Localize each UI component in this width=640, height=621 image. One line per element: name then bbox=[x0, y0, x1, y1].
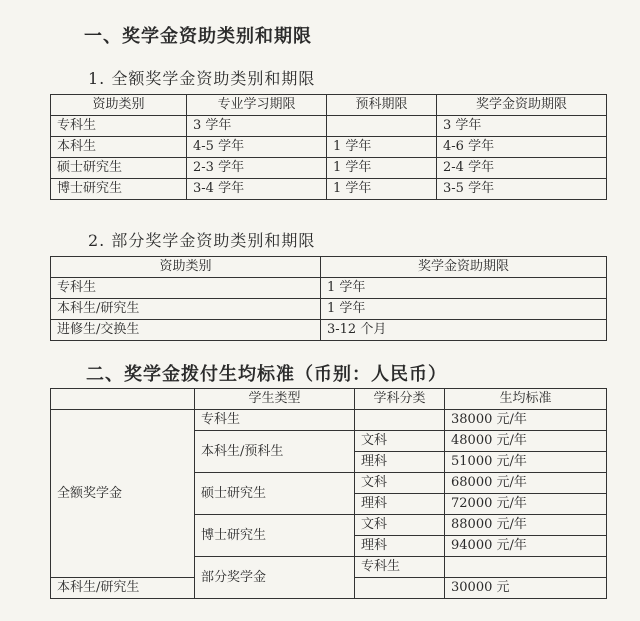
cell: 3-12 个月 bbox=[321, 320, 607, 341]
cell: 本科生 bbox=[51, 137, 187, 158]
table-row bbox=[51, 116, 607, 137]
cell: 进修生/交换生 bbox=[51, 320, 321, 341]
table-row bbox=[51, 137, 607, 158]
cell: 3-5 学年 bbox=[437, 179, 607, 200]
header-cell: 奖学金资助期限 bbox=[321, 257, 607, 278]
cell: 专科生 bbox=[51, 278, 321, 299]
table-row bbox=[51, 320, 607, 341]
student-type-cell: 本科生/研究生 bbox=[51, 578, 195, 599]
table-row bbox=[51, 299, 607, 320]
subject-cell bbox=[445, 557, 607, 578]
amount-cell: 72000 元/年 bbox=[445, 494, 607, 515]
table-row bbox=[51, 179, 607, 200]
sub1-title: 1. 全额奖学金资助类别和期限 bbox=[88, 69, 316, 88]
cell: 博士研究生 bbox=[51, 179, 187, 200]
header-cell: 资助类别 bbox=[51, 95, 187, 116]
subject-cell: 理科 bbox=[355, 494, 445, 515]
amount-cell: 30000 元 bbox=[445, 578, 607, 599]
subject-cell bbox=[355, 410, 445, 431]
subject-cell: 文科 bbox=[355, 515, 445, 536]
scholarship-standard-table bbox=[50, 388, 607, 599]
subject-cell: 理科 bbox=[355, 536, 445, 557]
table-row bbox=[51, 410, 607, 431]
cell: 1 学年 bbox=[327, 137, 437, 158]
student-type-cell: 博士研究生 bbox=[195, 515, 355, 557]
header-cell: 生均标准 bbox=[445, 389, 607, 410]
table-header-row bbox=[51, 389, 607, 410]
subject-cell: 理科 bbox=[355, 452, 445, 473]
sub2-title: 2. 部分奖学金资助类别和期限 bbox=[88, 231, 316, 250]
amount-cell: 88000 元/年 bbox=[445, 515, 607, 536]
student-type-cell: 专科生 bbox=[355, 557, 445, 578]
cell: 4-6 学年 bbox=[437, 137, 607, 158]
header-cell: 学科分类 bbox=[355, 389, 445, 410]
amount-cell: 68000 元/年 bbox=[445, 473, 607, 494]
student-type-cell: 硕士研究生 bbox=[195, 473, 355, 515]
header-cell: 学生类型 bbox=[195, 389, 355, 410]
subject-cell: 文科 bbox=[355, 473, 445, 494]
cell: 2-3 学年 bbox=[187, 158, 327, 179]
cell bbox=[327, 116, 437, 137]
amount-cell: 38000 元/年 bbox=[445, 410, 607, 431]
student-type-cell: 本科生/预科生 bbox=[195, 431, 355, 473]
header-cell: 专业学习期限 bbox=[187, 95, 327, 116]
cell: 3 学年 bbox=[187, 116, 327, 137]
cell: 硕士研究生 bbox=[51, 158, 187, 179]
cell: 1 学年 bbox=[321, 278, 607, 299]
cell: 专科生 bbox=[51, 116, 187, 137]
cell: 1 学年 bbox=[321, 299, 607, 320]
amount-cell: 48000 元/年 bbox=[445, 431, 607, 452]
student-type-cell: 专科生 bbox=[195, 410, 355, 431]
table-header-row bbox=[51, 257, 607, 278]
partial-scholarship-period-table bbox=[50, 256, 607, 341]
header-cell: 奖学金资助期限 bbox=[437, 95, 607, 116]
subject-cell bbox=[355, 578, 445, 599]
table-row bbox=[51, 158, 607, 179]
cell: 1 学年 bbox=[327, 158, 437, 179]
cell: 2-4 学年 bbox=[437, 158, 607, 179]
partial-scholarship-label: 部分奖学金 bbox=[195, 557, 355, 599]
cell: 本科生/研究生 bbox=[51, 299, 321, 320]
amount-cell: 94000 元/年 bbox=[445, 536, 607, 557]
full-scholarship-label: 全额奖学金 bbox=[51, 410, 195, 578]
cell: 3-4 学年 bbox=[187, 179, 327, 200]
header-cell: 预科期限 bbox=[327, 95, 437, 116]
subject-cell: 文科 bbox=[355, 431, 445, 452]
full-scholarship-period-table bbox=[50, 94, 607, 200]
section2-title: 二、奖学金拨付生均标准（币别：人民币） bbox=[86, 364, 447, 385]
table-header-row bbox=[51, 95, 607, 116]
header-cell: 资助类别 bbox=[51, 257, 321, 278]
cell: 1 学年 bbox=[327, 179, 437, 200]
cell: 4-5 学年 bbox=[187, 137, 327, 158]
cell: 3 学年 bbox=[437, 116, 607, 137]
amount-cell: 51000 元/年 bbox=[445, 452, 607, 473]
table-row bbox=[51, 278, 607, 299]
section1-title: 一、奖学金资助类别和期限 bbox=[84, 26, 312, 47]
empty-corner-cell bbox=[51, 389, 195, 410]
